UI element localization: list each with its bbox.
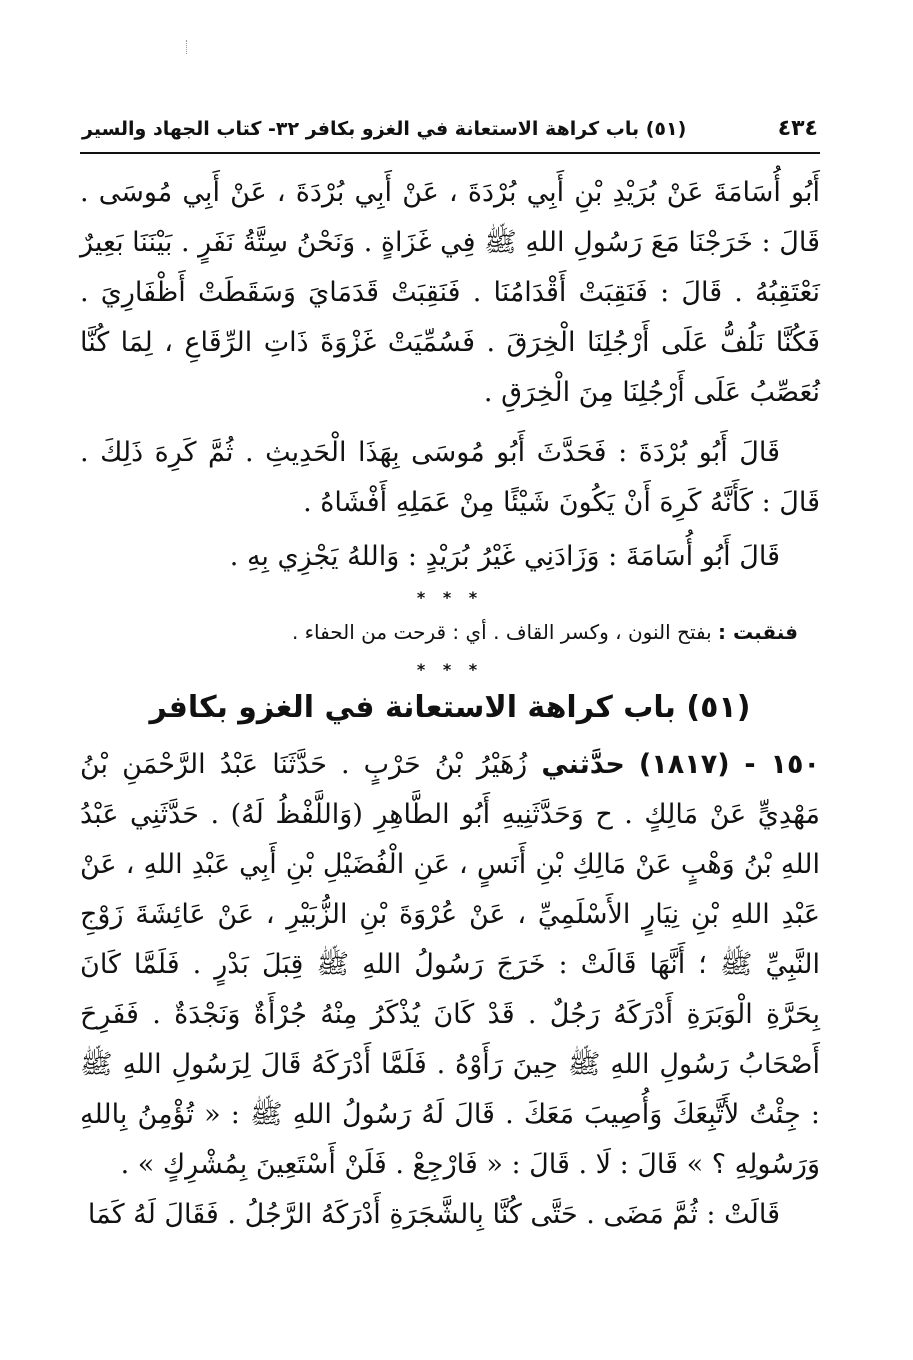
separator: * * * xyxy=(416,660,484,679)
hadith-opening: حدَّثني xyxy=(541,749,625,780)
separator: * * * xyxy=(416,588,484,607)
footnote-term: فنقبت : xyxy=(718,620,798,644)
paragraph: قَالَتْ : ثُمَّ مَضَى . حَتَّى كُنَّا بِالشَّجَرَةِ أَدْرَكَهُ الرَّجُلُ . فَقَالَ لَهُ كَمَا xyxy=(87,1199,780,1230)
hadith-block xyxy=(80,740,820,1240)
chapter-title: (٥١) باب كراهة الاستعانة في الغزو بكافر xyxy=(149,690,751,725)
paragraph: أَبُو أُسَامَةَ عَنْ بُرَيْدِ بْنِ أَبِي بُرْدَةَ ، عَنْ أَبِي بُرْدَةَ ، عَنْ أَبِي مُوسَى . قَالَ : خَرَجْنَا مَعَ رَسُولِ اللهِ ﷺ فِي غَزَاةٍ . وَنَحْنُ سِتَّةُ نَفَرٍ . بَيْنَنَا بَعِيرٌ نَعْتَقِبُهُ . قَالَ : فَنَقِبَتْ أَقْدَامُنَا . فَنَقِبَتْ قَدَمَايَ وَسَقَطَتْ أَظْفَارِيَ . فَكُنَّا نَلُفُّ عَلَى أَرْجُلِنَا الْخِرَقَ . فَسُمِّيَتْ غَزْوَةَ ذَاتِ الرِّقَاعِ ، لِمَا كُنَّا نُعَصِّبُ عَلَى أَرْجُلِنَا مِنَ الْخِرَقِ . xyxy=(80,177,820,408)
hadith-continuation xyxy=(80,168,820,582)
hadith-number: ١٥٠ - (١٨١٧) xyxy=(638,749,820,780)
paragraph xyxy=(80,740,820,1190)
page-header xyxy=(80,112,820,154)
paragraph: قَالَ أَبُو بُرْدَةَ : فَحَدَّثَ أَبُو مُوسَى بِهَذَا الْحَدِيثِ . ثُمَّ كَرِهَ ذَلِكَ . قَالَ : كَأَنَّهُ كَرِهَ أَنْ يَكُونَ شَيْئًا مِنْ عَمَلِهِ أَفْشَاهُ . xyxy=(80,437,820,518)
running-title: (٥١) باب كراهة الاستعانة في الغزو بكافر ٣٢- كتاب الجهاد والسير xyxy=(82,118,687,140)
scan-speck xyxy=(186,40,189,54)
hadith-text: زُهَيْرُ بْنُ حَرْبٍ . حَدَّثَنَا عَبْدُ الرَّحْمَنِ بْنُ مَهْدِيٍّ عَنْ مَالِكٍ . ح وَحَدَّثَنِيهِ أَبُو الطَّاهِرِ (وَاللَّفْظُ لَهُ) . حَدَّثَنِي عَبْدُ اللهِ بْنُ وَهْبٍ عَنْ مَالِكِ بْنِ أَنَسٍ ، عَنِ الْفُضَيْلِ بْنِ أَبِي عَبْدِ اللهِ ، عَنْ عَبْدِ اللهِ بْنِ نِيَارٍ الأَسْلَمِيِّ ، عَنْ عُرْوَةَ بْنِ الزُّبَيْرِ ، عَنْ عَائِشَةَ زَوْجِ النَّبِيِّ ﷺ ؛ أَنَّهَا قَالَتْ : خَرَجَ رَسُولُ اللهِ ﷺ قِبَلَ بَدْرٍ . فَلَمَّا كَانَ بِحَرَّةِ الْوَبَرَةِ أَدْرَكَهُ رَجُلٌ . قَدْ كَانَ يُذْكَرُ مِنْهُ جُرْأَةٌ وَنَجْدَةٌ . فَفَرِحَ أَصْحَابُ رَسُولِ اللهِ ﷺ حِينَ رَأَوْهُ . فَلَمَّا أَدْرَكَهُ قَالَ لِرَسُولِ اللهِ ﷺ : جِئْتُ لأَتَّبِعَكَ وَأُصِيبَ مَعَكَ . قَالَ لَهُ رَسُولُ اللهِ ﷺ : « تُؤْمِنُ بِاللهِ وَرَسُولِهِ ؟ » قَالَ : لَا . قَالَ : « فَارْجِعْ . فَلَنْ أَسْتَعِينَ بِمُشْرِكٍ » . xyxy=(80,749,820,1180)
page-number: ٤٣٤ xyxy=(777,116,818,141)
paragraph: قَالَ أَبُو أُسَامَةَ : وَزَادَنِي غَيْرُ بُرَيْدٍ : وَاللهُ يَجْزِي بِهِ . xyxy=(229,541,780,572)
footnote xyxy=(80,620,820,644)
footnote-text: بفتح النون ، وكسر القاف . أي : قرحت من الحفاء . xyxy=(291,620,712,644)
